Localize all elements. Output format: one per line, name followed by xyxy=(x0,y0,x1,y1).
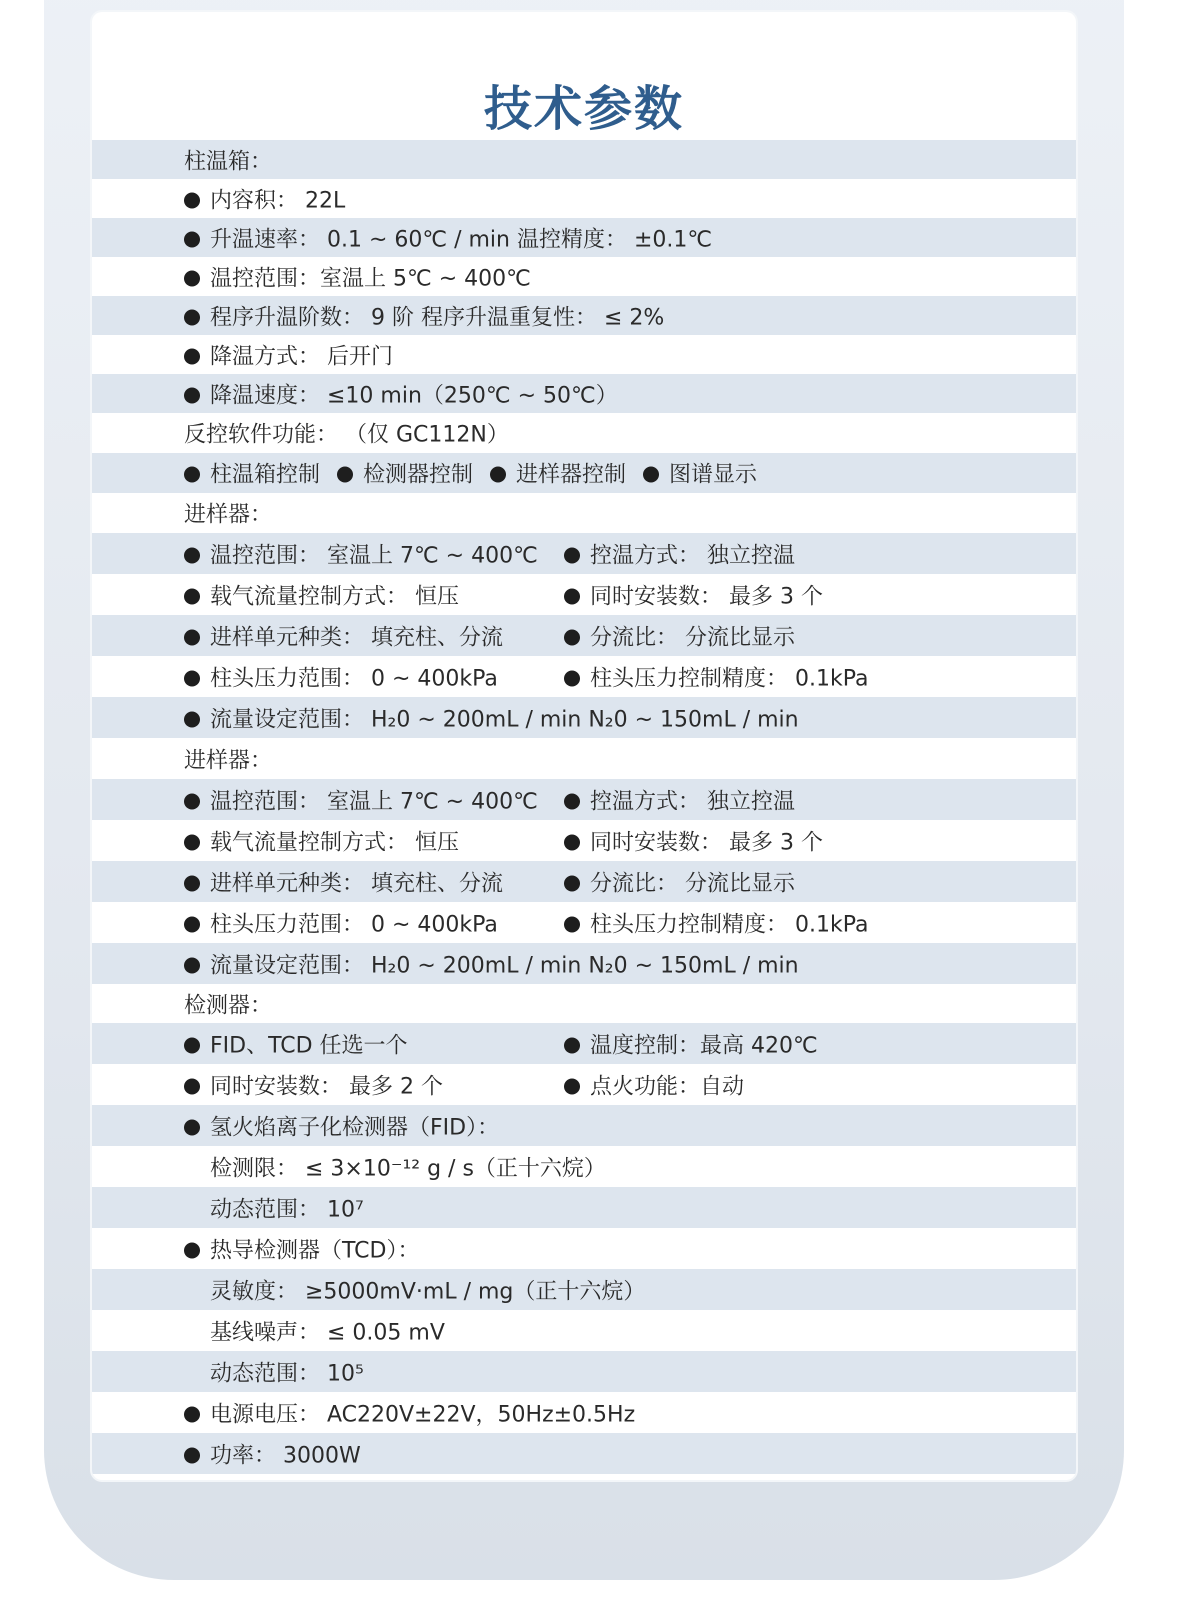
bullet-icon xyxy=(184,670,200,686)
list-item: 进样单元种类： 填充柱、分流 分流比： 分流比显示 xyxy=(92,615,1076,656)
section-heading-oven: 柱温箱： xyxy=(92,140,1076,179)
bullet-icon xyxy=(184,588,200,604)
bullet-icon xyxy=(564,916,580,932)
bullet-icon xyxy=(337,467,353,483)
bullet-icon xyxy=(184,1406,200,1422)
list-item: 氢火焰离子化检测器（FID）： xyxy=(92,1105,1076,1146)
list-item: 温控范围： 室温上 7℃ ~ 400℃ 控温方式： 独立控温 xyxy=(92,533,1076,574)
list-item: 电源电压： AC220V±22V，50Hz±0.5Hz xyxy=(92,1392,1076,1433)
list-item: 柱头压力范围： 0 ~ 400kPa 柱头压力控制精度： 0.1kPa xyxy=(92,656,1076,697)
bullet-icon xyxy=(564,547,580,563)
page-title: 技术参数 xyxy=(483,81,684,137)
list-item: 同时安装数： 最多 2 个 点火功能：自动 xyxy=(92,1064,1076,1105)
list-item: FID、TCD 任选一个 温度控制：最高 420℃ xyxy=(92,1023,1076,1064)
bullet-icon xyxy=(490,467,506,483)
list-item: 温控范围： 室温上 7℃ ~ 400℃ 控温方式： 独立控温 xyxy=(92,779,1076,820)
section-heading-detector: 检测器： xyxy=(184,993,273,1018)
bullet-icon xyxy=(184,1037,200,1053)
list-item: 进样单元种类： 填充柱、分流 分流比： 分流比显示 xyxy=(92,861,1076,902)
list-item: 降温方式： 后开门 xyxy=(92,335,1076,374)
bullet-icon xyxy=(184,1447,200,1463)
section-heading-injector: 进样器： xyxy=(184,502,273,528)
bullet-icon xyxy=(184,1242,200,1258)
bullet-icon xyxy=(184,270,200,286)
list-item: 流量设定范围： H₂0 ~ 200mL / min N₂0 ~ 150mL / min xyxy=(92,697,1076,738)
bullet-icon xyxy=(184,957,200,973)
bullet-icon xyxy=(184,629,200,645)
section-heading-software: 反控软件功能： （仅 GC112N） xyxy=(184,422,509,448)
bullet-icon xyxy=(564,1078,580,1094)
list-item: 载气流量控制方式： 恒压 同时安装数： 最多 3 个 xyxy=(92,820,1076,861)
list-item: 升温速率： 0.1 ~ 60℃ / min 温控精度： ±0.1℃ xyxy=(92,218,1076,257)
bullet-icon xyxy=(184,711,200,727)
list-item: 热导检测器（TCD）： xyxy=(92,1228,1076,1269)
list-item: 柱头压力范围： 0 ~ 400kPa 柱头压力控制精度： 0.1kPa xyxy=(92,902,1076,943)
list-item: 功率： 3000W xyxy=(92,1433,1076,1474)
bullet-icon xyxy=(184,1078,200,1094)
bullet-icon xyxy=(184,348,200,364)
list-item: 内容积： 22L xyxy=(92,179,1076,218)
bullet-icon xyxy=(564,588,580,604)
bullet-icon xyxy=(184,916,200,932)
bullet-icon xyxy=(564,629,580,645)
section-heading-injector: 进样器： xyxy=(184,748,273,773)
bullet-icon xyxy=(184,793,200,809)
bullet-icon xyxy=(643,467,659,483)
list-item: 柱温箱控制 检测器控制 进样器控制 图谱显示 xyxy=(92,453,1076,493)
list-item: 温控范围：室温上 5℃ ~ 400℃ xyxy=(92,257,1076,296)
list-item: 动态范围： 10⁵ xyxy=(92,1351,1076,1392)
bullet-icon xyxy=(184,309,200,325)
bullet-icon xyxy=(184,387,200,403)
bullet-icon xyxy=(564,1037,580,1053)
list-item: 灵敏度： ≥5000mV·mL / mg（正十六烷） xyxy=(92,1269,1076,1310)
bullet-icon xyxy=(184,547,200,563)
bullet-icon xyxy=(564,834,580,850)
list-item: 动态范围： 10⁷ xyxy=(92,1187,1076,1228)
bullet-icon xyxy=(564,793,580,809)
list-item: 降温速度： ≤10 min（250℃ ~ 50℃） xyxy=(92,374,1076,413)
bullet-icon xyxy=(564,875,580,891)
bullet-icon xyxy=(184,192,200,208)
bullet-icon xyxy=(184,231,200,247)
list-item: 程序升温阶数： 9 阶 程序升温重复性： ≤ 2% xyxy=(92,296,1076,335)
bullet-icon xyxy=(184,1119,200,1135)
spec-card xyxy=(92,12,1076,1480)
list-item: 基线噪声： ≤ 0.05 mV xyxy=(210,1320,445,1345)
bullet-icon xyxy=(564,670,580,686)
list-item: 载气流量控制方式： 恒压 同时安装数： 最多 3 个 xyxy=(92,574,1076,615)
bullet-icon xyxy=(184,875,200,891)
bullet-icon xyxy=(184,834,200,850)
bullet-icon xyxy=(184,467,200,483)
list-item: 流量设定范围： H₂0 ~ 200mL / min N₂0 ~ 150mL / min xyxy=(92,943,1076,984)
list-item: 检测限： ≤ 3×10⁻¹² g / s（正十六烷） xyxy=(210,1156,606,1181)
spec-list xyxy=(92,140,1076,1474)
